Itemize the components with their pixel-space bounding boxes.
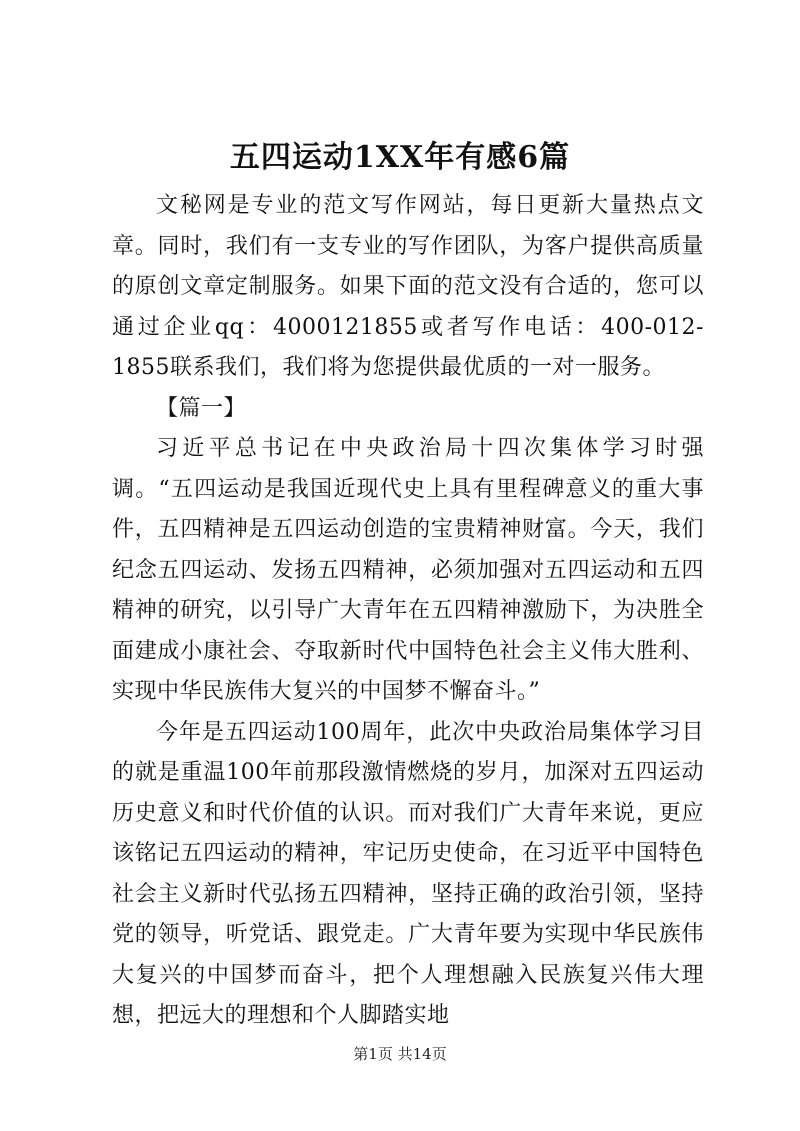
body-paragraph: 今年是五四运动100周年，此次中央政治局集体学习目的就是重温100年前那段激情燃烧的岁月，加深对五四运动历史意义和时代价值的认识。而对我们广大青年来说，更应该铭记五四运动的精神，牢记历史使命，在习近平中国特色社会主义新时代弘扬五四精神，坚持正确的政治引领，坚持党的领导，听党话、跟党走。广大青年要为实现中华民族伟大复兴的中国梦而奋斗，把个人理想融入民族复兴伟大理想，把远大的理想和个人脚踏实地 — [112, 719, 704, 1028]
intro-paragraph: 文秘网是专业的范文写作网站，每日更新大量热点文章。同时，我们有一支专业的写作团队，为客户提供高质量的原创文章定制服务。如果下面的范文没有合适的，您可以通过企业qq：4000121855或者写作电话：400-012-1855联系我们，我们将为您提供最优质的一对一服务。 — [112, 193, 704, 380]
page-number-footer: 第1页 共14页 — [353, 1045, 447, 1063]
document-title: 五四运动1XX年有感6篇 — [229, 140, 571, 175]
document-body — [112, 186, 704, 1037]
body-paragraph: 习近平总书记在中央政治局十四次集体学习时强调。“五四运动是我国近现代史上具有里程碑意义的重大事件，五四精神是五四运动创造的宝贵精神财富。今天，我们纪念五四运动、发扬五四精神，必须加强对五四运动和五四精神的研究，以引导广大青年在五四精神激励下，为决胜全面建成小康社会、夺取新时代中国特色社会主义伟大胜利、实现中华民族伟大复兴的中国梦不懈奋斗。” — [112, 436, 704, 704]
section-heading: 【篇一】 — [156, 395, 247, 421]
